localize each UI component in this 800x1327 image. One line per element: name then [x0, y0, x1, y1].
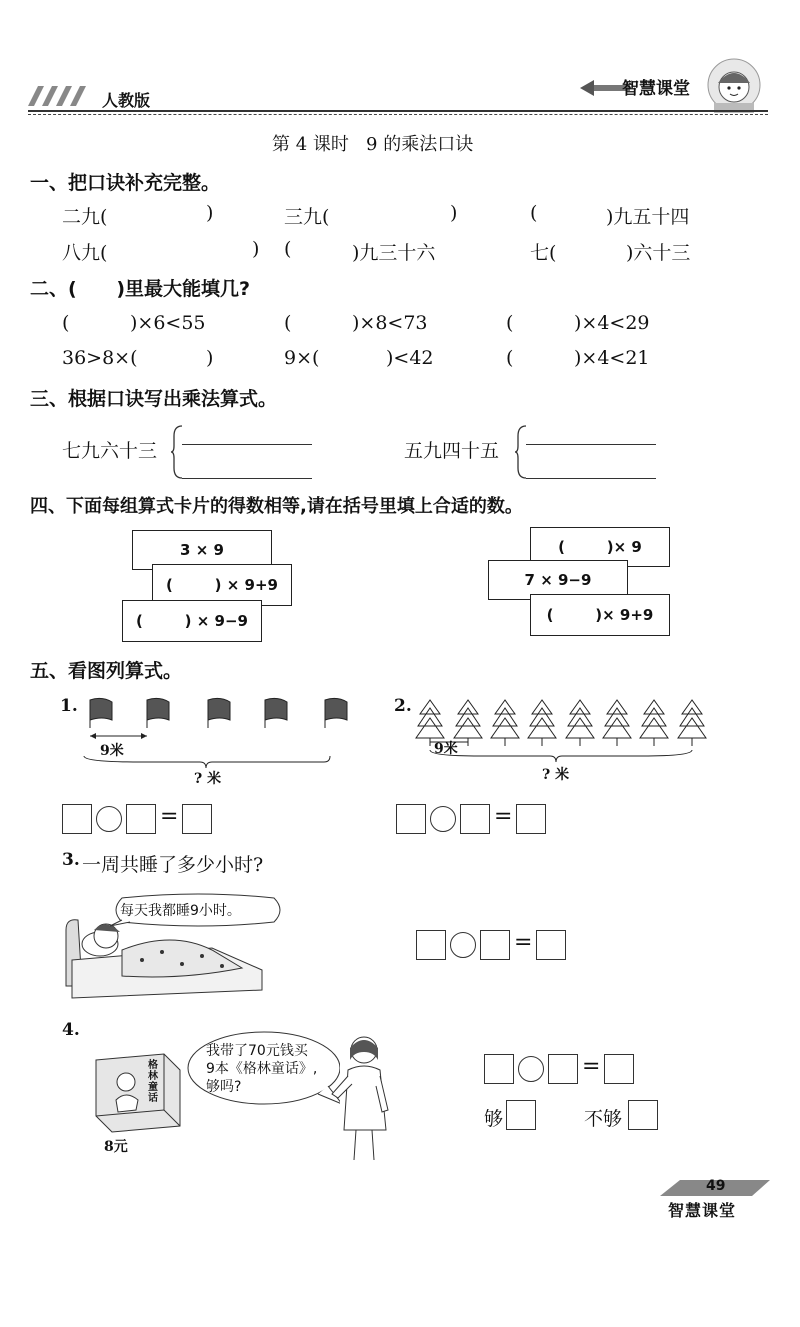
section-4-title: 四、下面每组算式卡片的得数相等,请在括号里填上合适的数。	[30, 496, 523, 517]
s2-r1-a[interactable]: (	[62, 312, 70, 334]
card-g2-3[interactable]: ( )× 9+9	[530, 594, 670, 636]
s2-r2-a: 36>8×(	[62, 347, 138, 369]
p4-not-enough-label: 不够	[584, 1108, 623, 1130]
woman-illustration	[324, 1030, 394, 1165]
section-1-title: 一、把口诀补充完整。	[30, 172, 221, 194]
header-brand: 智慧课堂	[622, 79, 690, 99]
card-g2-2: 7 × 9−9	[488, 560, 628, 600]
p2-distance-label: 9米	[434, 741, 458, 757]
s2-r2-c: 9×(	[284, 347, 320, 369]
p4-enough-box[interactable]	[506, 1100, 536, 1130]
s1-r1-e[interactable]: (	[530, 202, 538, 224]
s1-r2-b[interactable]: )	[252, 238, 260, 260]
s2-r1-c[interactable]: (	[284, 312, 292, 334]
s2-r2-e[interactable]: (	[506, 347, 514, 369]
p2-box-2[interactable]	[460, 804, 490, 834]
p1-equals: =	[160, 804, 179, 829]
edition-label: 人教版	[102, 91, 151, 110]
p1-operator-circle[interactable]	[96, 806, 122, 832]
s2-r2-f: )×4<21	[574, 347, 650, 369]
p4-number: 4.	[62, 1020, 80, 1040]
p3-number: 3.	[62, 850, 80, 870]
p2-operator-circle[interactable]	[430, 806, 456, 832]
card-g1-3[interactable]: ( ) × 9−9	[122, 600, 262, 642]
p4-bubble-line-3: 够吗?	[206, 1079, 242, 1095]
header-rule-solid	[28, 110, 768, 112]
p3-box-3[interactable]	[536, 930, 566, 960]
section-2-title: 二、( )里最大能填几?	[30, 278, 251, 300]
s2-r1-d: )×8<73	[352, 312, 428, 334]
s3-right-rhyme: 五九四十五	[404, 440, 500, 462]
s1-r2-f: )六十三	[626, 242, 691, 264]
p4-equals: =	[582, 1054, 601, 1079]
p3-box-1[interactable]	[416, 930, 446, 960]
girl-mascot-icon	[700, 55, 772, 115]
section-3-title: 三、根据口诀写出乘法算式。	[30, 388, 278, 410]
p4-box-1[interactable]	[484, 1054, 514, 1084]
s2-r1-e[interactable]: (	[506, 312, 514, 334]
p1-box-3[interactable]	[182, 804, 212, 834]
p2-box-3[interactable]	[516, 804, 546, 834]
s1-r2-e: 七(	[530, 242, 557, 264]
lesson-title: 第 4 课时 9 的乘法口诀	[272, 134, 474, 155]
s3-left-answer-line-2[interactable]	[182, 478, 312, 479]
footer-brand: 智慧课堂	[668, 1201, 737, 1220]
p1-box-2[interactable]	[126, 804, 156, 834]
s1-r2-d: )九三十六	[352, 242, 436, 264]
p3-question: 一周共睡了多少小时?	[82, 854, 264, 876]
flag-icon	[90, 698, 347, 728]
s3-left-rhyme: 七九六十三	[62, 440, 158, 462]
s1-r2-a: 八九(	[62, 242, 108, 264]
s1-r1-b[interactable]: )	[206, 202, 214, 224]
header	[0, 0, 800, 125]
s1-r1-f: )九五十四	[606, 206, 690, 228]
p4-operator-circle[interactable]	[518, 1056, 544, 1082]
p2-box-1[interactable]	[396, 804, 426, 834]
s3-right-answer-line-2[interactable]	[526, 478, 656, 479]
card-g1-2[interactable]: ( ) × 9+9	[152, 564, 292, 606]
stripes-logo-icon	[28, 84, 98, 108]
p2-equals: =	[494, 804, 513, 829]
p3-box-2[interactable]	[480, 930, 510, 960]
card-g1-1: 3 × 9	[132, 530, 272, 570]
s1-r2-c[interactable]: (	[284, 238, 292, 260]
section-5-title: 五、看图列算式。	[30, 660, 183, 682]
s3-left-answer-line-1[interactable]	[182, 444, 312, 445]
s2-r2-d: )<42	[386, 347, 434, 369]
s1-r1-d[interactable]: )	[450, 202, 458, 224]
p4-bubble-line-1: 我带了70元钱买	[206, 1043, 308, 1059]
p3-bubble-text: 每天我都睡9小时。	[120, 903, 241, 919]
p4-price-label: 8元	[104, 1139, 128, 1155]
p1-number: 1.	[60, 696, 78, 716]
card-g2-1[interactable]: ( )× 9	[530, 527, 670, 567]
tree-icon	[416, 700, 706, 746]
s1-r1-c: 三九(	[284, 206, 330, 228]
s2-r1-f: )×4<29	[574, 312, 650, 334]
book-illustration	[86, 1050, 186, 1140]
p2-total-label: ? 米	[542, 767, 570, 783]
p1-distance-label: 9米	[100, 743, 124, 759]
p2-number: 2.	[394, 696, 412, 716]
p4-enough-label: 够	[484, 1108, 504, 1130]
p1-total-label: ? 米	[194, 771, 222, 787]
p4-bubble-line-2: 9本《格林童话》,	[206, 1061, 318, 1077]
p3-equals: =	[514, 930, 533, 955]
s3-right-answer-line-1[interactable]	[526, 444, 656, 445]
p4-box-2[interactable]	[548, 1054, 578, 1084]
p4-not-enough-box[interactable]	[628, 1100, 658, 1130]
s1-r1-a: 二九(	[62, 206, 108, 228]
p1-box-1[interactable]	[62, 804, 92, 834]
right-brace-icon	[514, 424, 528, 480]
p3-operator-circle[interactable]	[450, 932, 476, 958]
left-brace-icon	[170, 424, 184, 480]
book-cover-title: 格林童话	[148, 1060, 158, 1104]
page-number: 49	[706, 1178, 726, 1194]
s2-r1-b: )×6<55	[130, 312, 206, 334]
p4-box-3[interactable]	[604, 1054, 634, 1084]
header-rule-dashed	[28, 114, 768, 115]
s2-r2-b[interactable]: )	[206, 347, 214, 369]
